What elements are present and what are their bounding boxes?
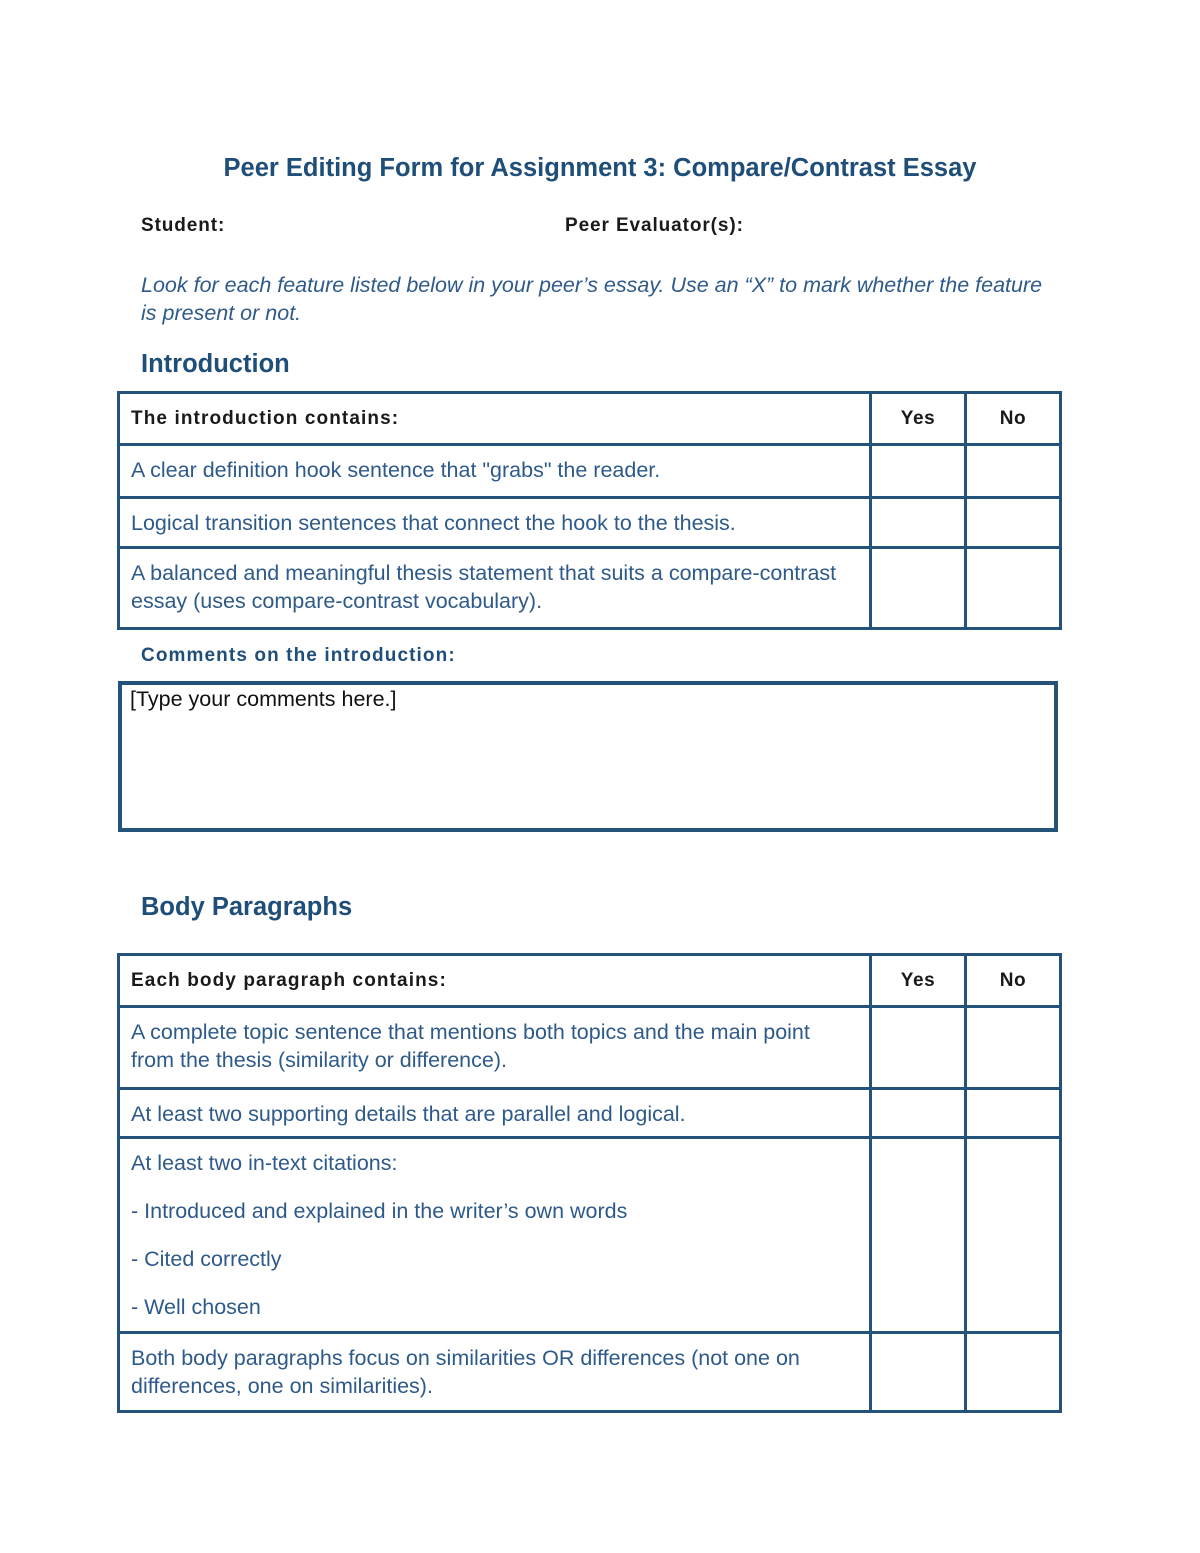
body-yes-header: Yes	[871, 955, 966, 1007]
feature-text: A complete topic sentence that mentions both topics and the main point from the thesis (similarity or difference).	[131, 1020, 810, 1072]
feature-subitem: - Introduced and explained in the writer’s own words	[131, 1199, 628, 1223]
body-row-4-feature	[119, 1333, 871, 1412]
peer-evaluator-label: Peer Evaluator(s):	[565, 215, 744, 236]
comments-placeholder: [Type your comments here.]	[130, 687, 397, 711]
intro-no-header: No	[966, 393, 1061, 445]
body-no-header: No	[966, 955, 1061, 1007]
intro-yes-header: Yes	[871, 393, 966, 445]
intro-row-1-yes-cell[interactable]	[871, 445, 966, 498]
intro-header-row	[119, 393, 1061, 445]
body-row-2	[119, 1089, 1061, 1138]
body-row-4-no-cell[interactable]	[966, 1333, 1061, 1412]
feature-text: A clear definition hook sentence that "grabs" the reader.	[131, 458, 661, 482]
body-paragraphs-checklist-table	[117, 953, 1062, 1413]
feature-text: Both body paragraphs focus on similarities OR differences (not one on differences, one on similarities).	[131, 1346, 800, 1398]
intro-row-2-no-cell[interactable]	[966, 498, 1061, 548]
body-paragraphs-heading: Body Paragraphs	[141, 893, 353, 921]
body-row-2-feature	[119, 1089, 871, 1138]
body-row-3-yes-cell[interactable]	[871, 1138, 966, 1333]
feature-text: Logical transition sentences that connect the hook to the thesis.	[131, 511, 736, 535]
intro-row-2-yes-cell[interactable]	[871, 498, 966, 548]
body-header-row	[119, 955, 1061, 1007]
intro-row-3-feature	[119, 548, 871, 629]
instructions-text: Look for each feature listed below in your peer’s essay. Use an “X” to mark whether the feature is present or not.	[141, 273, 1043, 325]
body-row-3-feature	[119, 1138, 871, 1333]
intro-row-1-feature	[119, 445, 871, 498]
introduction-checklist-table	[117, 391, 1062, 630]
intro-row-2-feature	[119, 498, 871, 548]
body-row-1	[119, 1007, 1061, 1089]
feature-text: At least two in-text citations:	[131, 1151, 398, 1175]
feature-subitem: - Well chosen	[131, 1295, 261, 1319]
intro-row-1	[119, 445, 1061, 498]
intro-table-header: The introduction contains:	[119, 393, 871, 445]
body-row-1-feature	[119, 1007, 871, 1089]
intro-comments-label: Comments on the introduction:	[141, 645, 456, 666]
intro-row-2	[119, 498, 1061, 548]
intro-comments-field[interactable]	[118, 681, 1058, 832]
intro-row-1-no-cell[interactable]	[966, 445, 1061, 498]
body-row-4	[119, 1333, 1061, 1412]
body-row-1-no-cell[interactable]	[966, 1007, 1061, 1089]
introduction-heading: Introduction	[141, 350, 290, 378]
body-table-header: Each body paragraph contains:	[119, 955, 871, 1007]
body-row-2-no-cell[interactable]	[966, 1089, 1061, 1138]
body-row-1-yes-cell[interactable]	[871, 1007, 966, 1089]
intro-row-3-yes-cell[interactable]	[871, 548, 966, 629]
feature-text: At least two supporting details that are parallel and logical.	[131, 1102, 686, 1126]
body-row-4-yes-cell[interactable]	[871, 1333, 966, 1412]
intro-row-3	[119, 548, 1061, 629]
body-row-3-no-cell[interactable]	[966, 1138, 1061, 1333]
body-row-2-yes-cell[interactable]	[871, 1089, 966, 1138]
feature-subitem: - Cited correctly	[131, 1247, 282, 1271]
body-row-3	[119, 1138, 1061, 1333]
page-title: Peer Editing Form for Assignment 3: Compare/Contrast Essay	[223, 154, 977, 182]
feature-text: A balanced and meaningful thesis statement that suits a compare-contrast essay (uses compare-contrast vocabulary).	[131, 561, 837, 613]
student-label: Student:	[141, 215, 226, 236]
intro-row-3-no-cell[interactable]	[966, 548, 1061, 629]
